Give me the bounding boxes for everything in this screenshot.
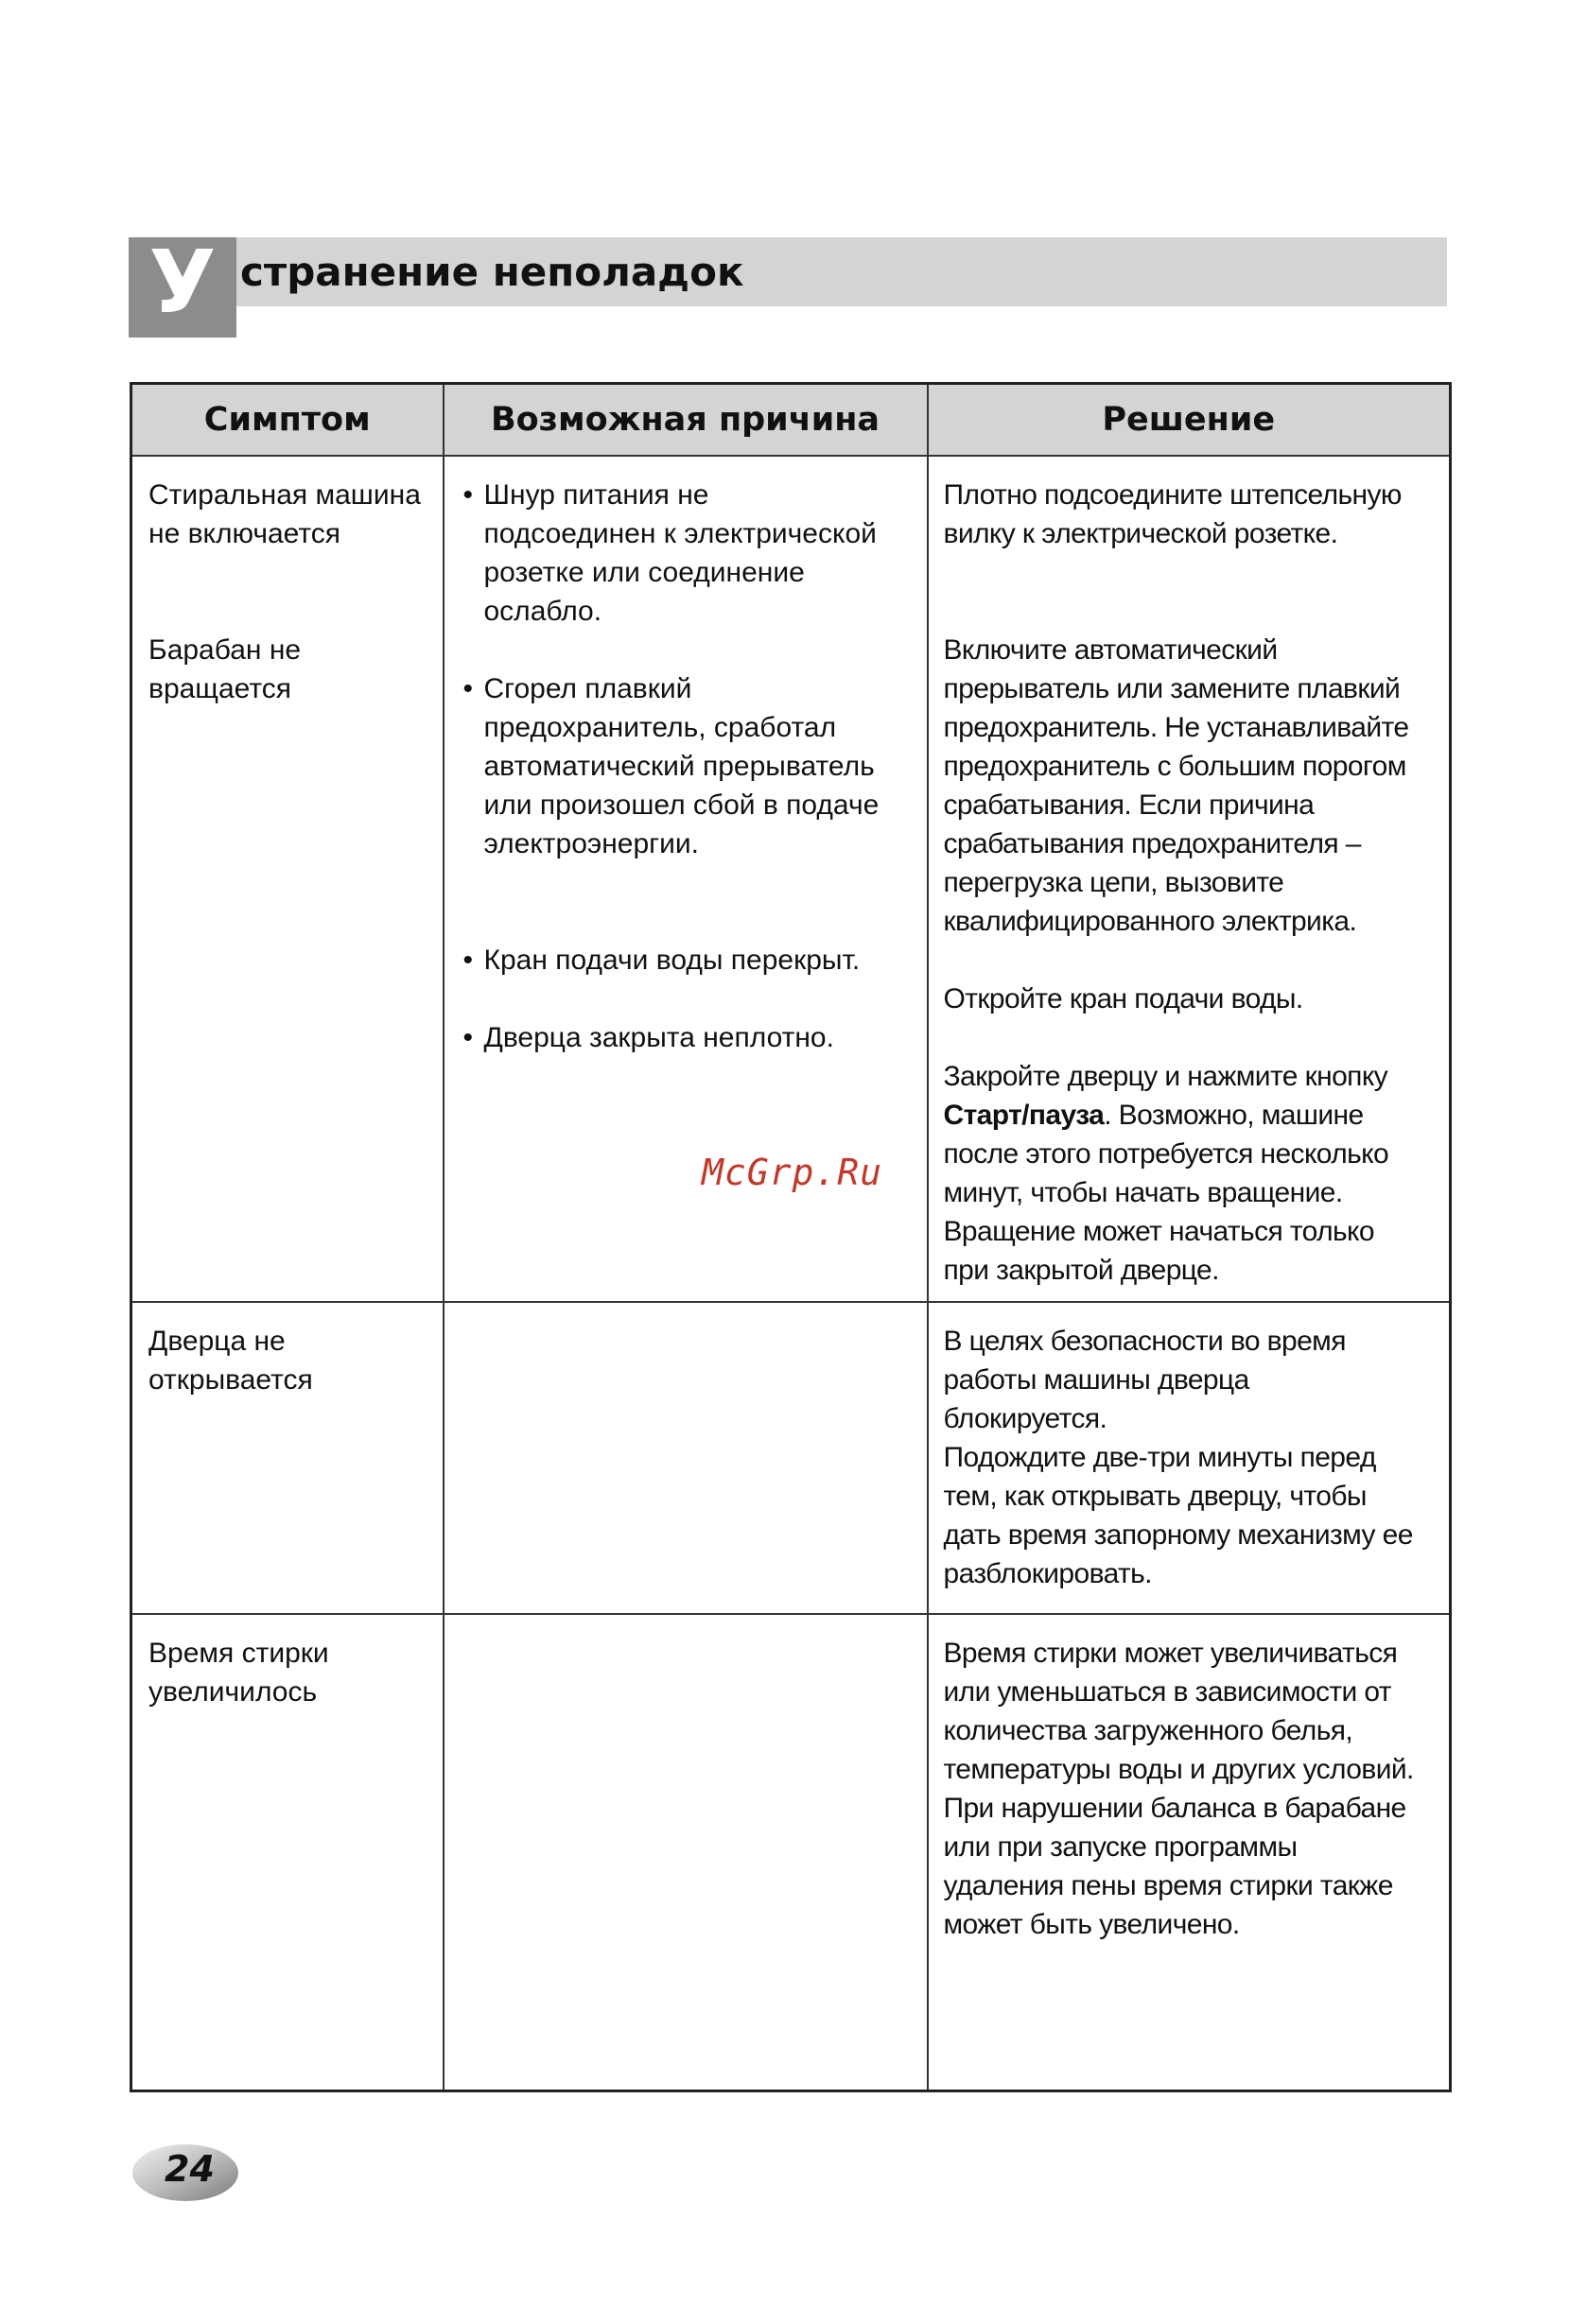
start-pause-label: Старт/пауза [943, 1100, 1105, 1131]
watermark: McGrp.Ru [702, 1152, 883, 1193]
symptom-text: Время стирки увеличилось [148, 1638, 329, 1708]
title-text: странение неполадок [240, 249, 744, 295]
cause-item: • Шнур питания не подсоединен к электрической розетке или соединение ослабло. [463, 476, 912, 631]
page-number-badge [131, 2139, 240, 2205]
solution-text: Откройте кран подачи воды. [943, 983, 1303, 1015]
solution-text: Плотно подсоедините штепсельную вилку к электрической розетке. [943, 479, 1402, 549]
table-header-row [131, 384, 1451, 457]
table-row [131, 1614, 1451, 2090]
symptom-cell [131, 1614, 444, 2090]
solution-text-part: Закройте дверцу и нажмите кнопку [943, 1061, 1388, 1092]
troubleshooting-table [130, 382, 1452, 2092]
table-row [131, 1302, 1451, 1614]
symptom-text: Дверца не открывается [148, 1326, 313, 1396]
solution-text [944, 1057, 1435, 1290]
solution-cell [928, 456, 1451, 1302]
symptom-text: Барабан не вращается [148, 634, 302, 704]
symptom-cell [131, 456, 444, 1302]
cause-item: • Сгорел плавкий предохранитель, сработал автоматический прерыватель или произошел сбой в подаче электроэнергии. [463, 669, 912, 863]
cause-item: • Дверца закрыта неплотно. [463, 1018, 912, 1057]
header-solution: Решение [928, 384, 1451, 457]
solution-cell [928, 1614, 1451, 2090]
solution-text-part: . Возможно, машине после этого потребуется несколько минут, чтобы начать вращение. Вращение может начаться только при закрытой дверце. [943, 1100, 1389, 1286]
solution-cell [928, 1302, 1451, 1614]
page-title [129, 232, 1447, 338]
cause-item: • Кран подачи воды перекрыт. [463, 941, 912, 980]
symptom-cell [131, 1302, 444, 1614]
solution-text: Время стирки может увеличиваться или уменьшаться в зависимости от количества загруженного белья, температуры воды и других условий. При нарушении баланса в барабане или при запуске программы удаления пены время стирки также может быть увеличено. [943, 1638, 1414, 1940]
cause-cell [444, 1614, 928, 2090]
solution-text: В целях безопасности во время работы машины дверца блокируется. Подождите две-три минуты перед тем, как открывать дверцу, чтобы дать время запорному механизму ее разблокировать. [943, 1326, 1413, 1589]
troubleshooting-table-wrap [130, 382, 1449, 2092]
cause-cell [444, 1302, 928, 1614]
solution-text: Включите автоматический прерыватель или замените плавкий предохранитель. Не устанавливайте предохранитель с большим порогом срабатывания. Если причина срабатывания предохранителя – перегрузка цепи, вызовите квалифицированного электрика. [943, 634, 1409, 937]
header-cause: Возможная причина [444, 384, 928, 457]
page-number: 24 [165, 2148, 215, 2190]
symptom-text: Стиральная машина не включается [148, 479, 421, 549]
title-initial-letter: У [129, 237, 236, 338]
header-symptom: Симптом [131, 384, 444, 457]
